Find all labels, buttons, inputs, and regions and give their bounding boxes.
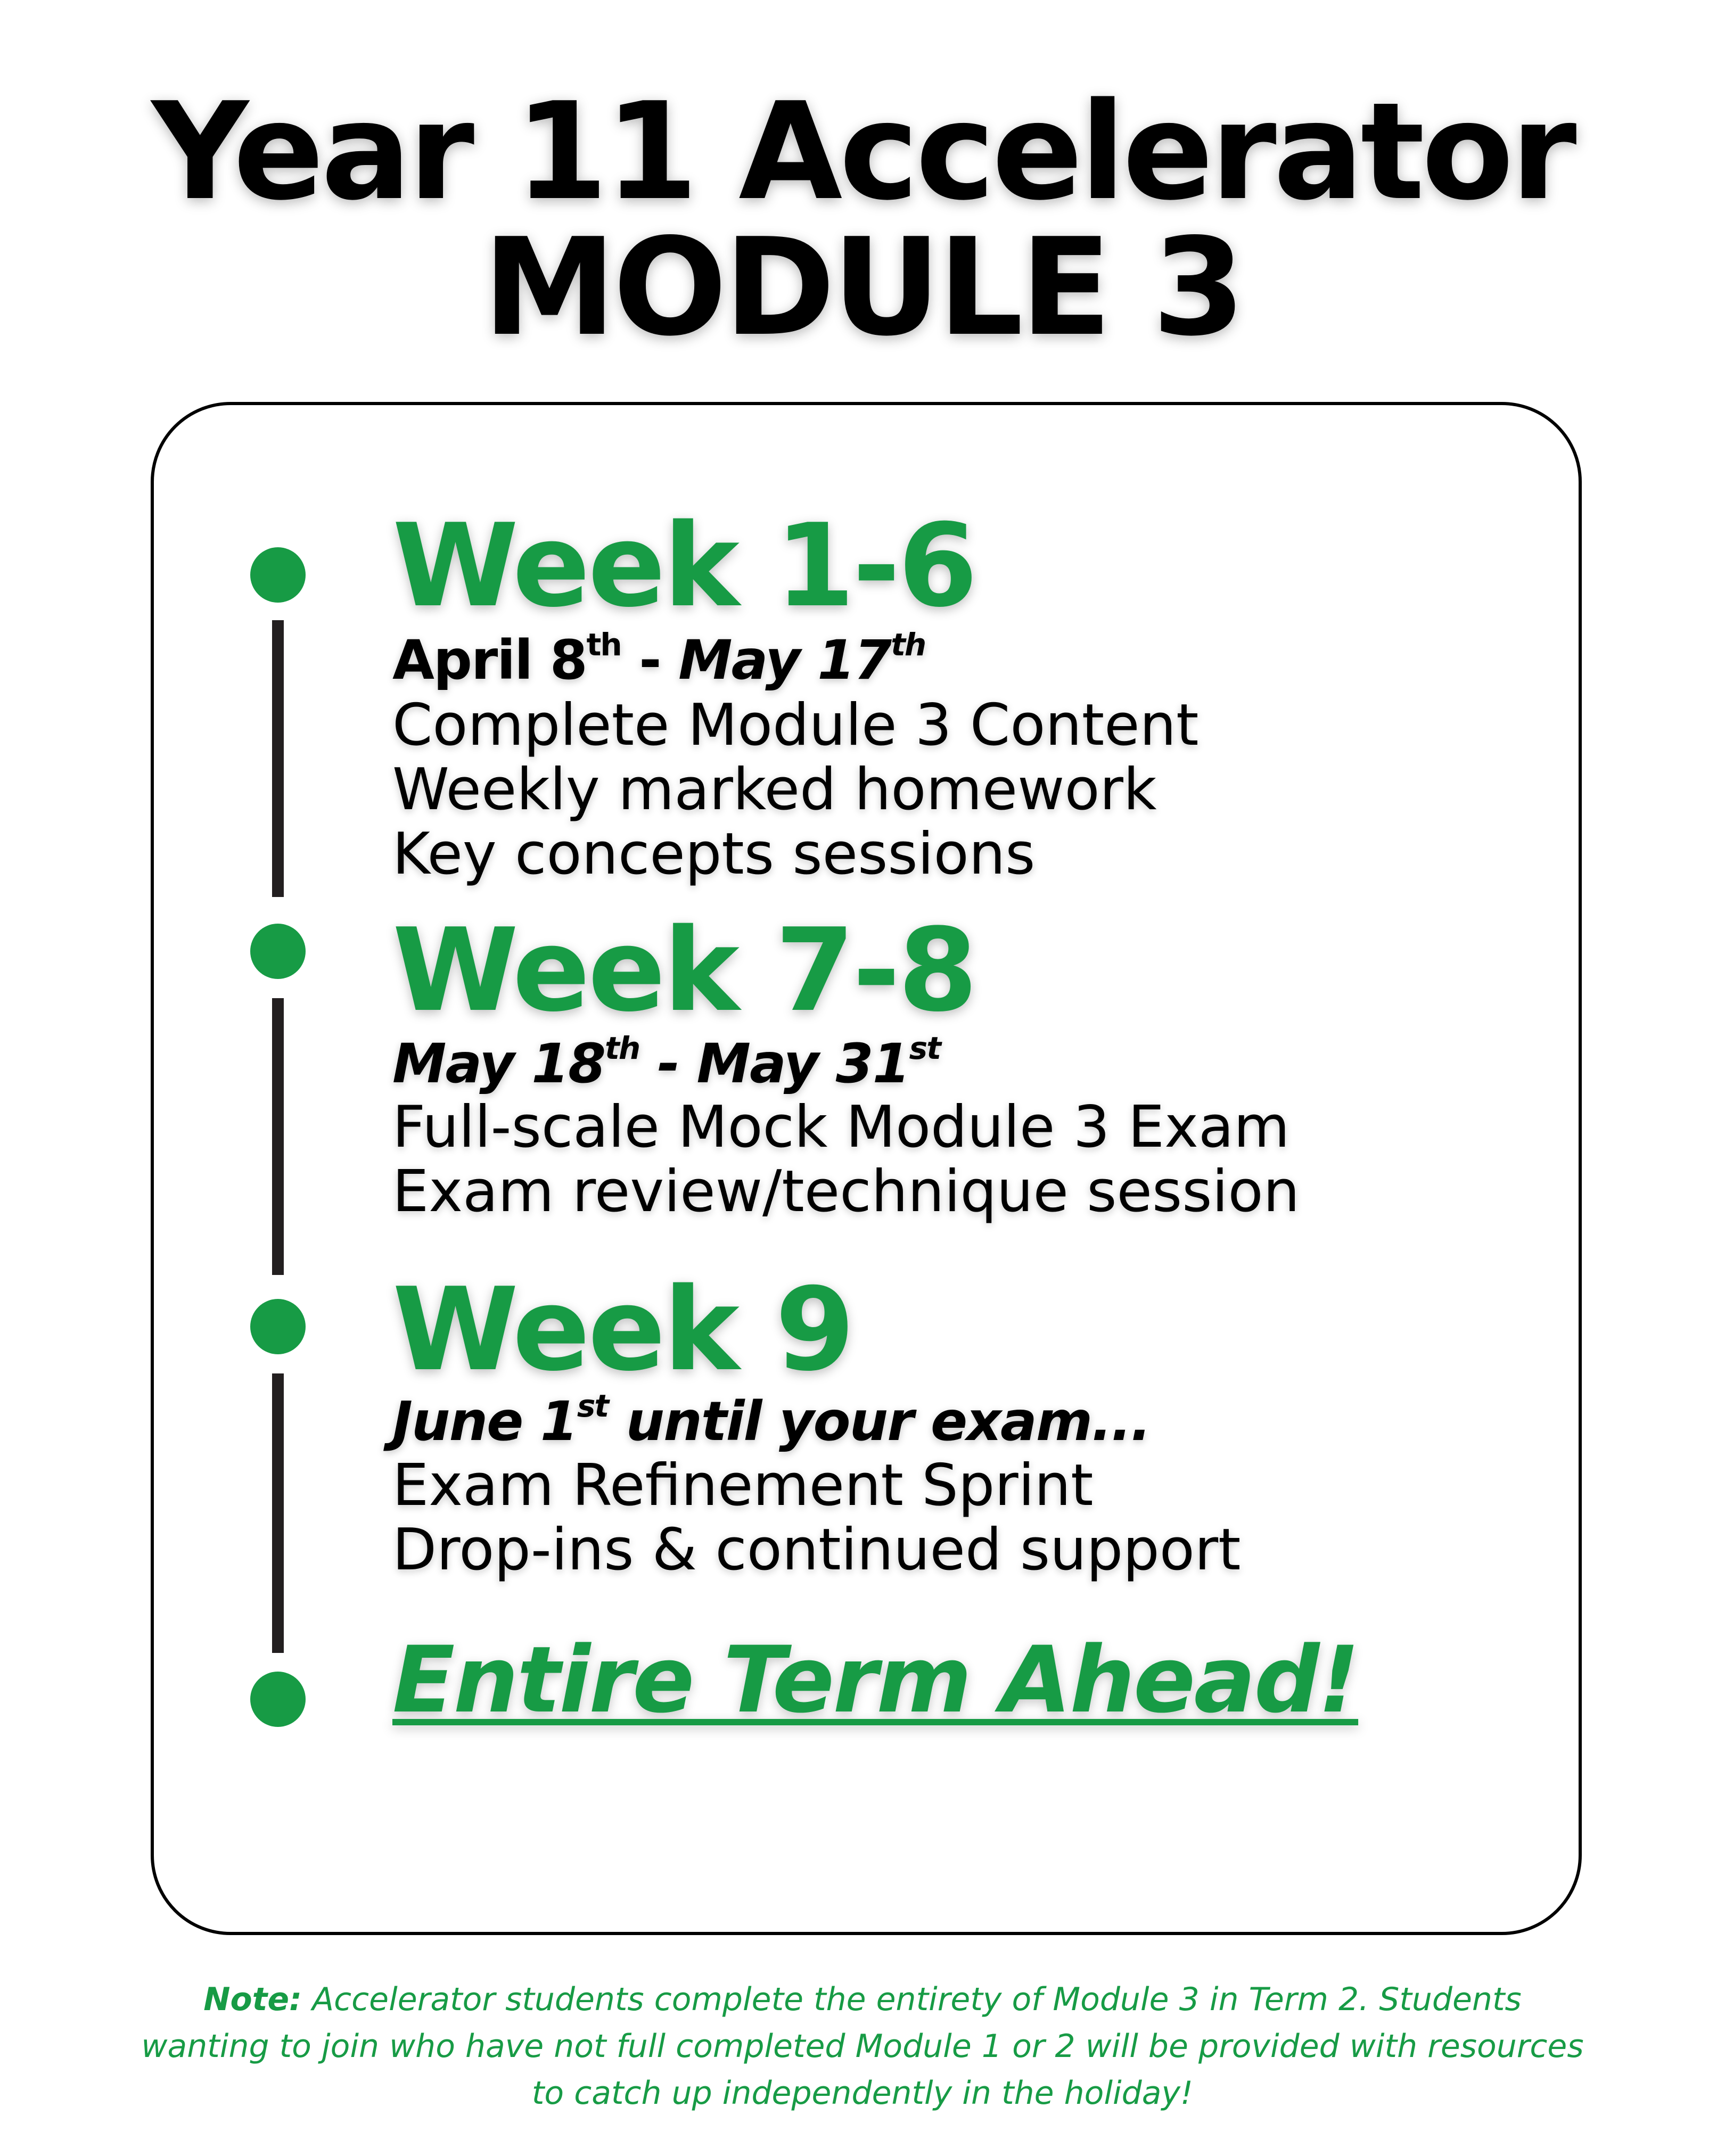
- week-1-6-heading: Week 1-6: [392, 499, 976, 632]
- list-item: Complete Module 3 Content: [392, 692, 1199, 759]
- list-item: Key concepts sessions: [392, 821, 1036, 887]
- timeline-line-2: [272, 998, 284, 1275]
- list-item: Drop-ins & continued support: [392, 1517, 1241, 1583]
- week-7-8-items: [392, 1095, 1300, 1224]
- timeline-line-3: [272, 1373, 284, 1653]
- list-item: Exam review/technique session: [392, 1158, 1300, 1225]
- timeline-line-1: [272, 620, 284, 897]
- page-title-line2: MODULE 3: [482, 210, 1243, 366]
- entire-term-ahead-heading: Entire Term Ahead!: [392, 1626, 1359, 1733]
- page-title-line1: Year 11 Accelerator: [151, 74, 1574, 230]
- week-1-6-date-start: April 8: [392, 629, 587, 692]
- week-7-8-date-end: May 31: [696, 1032, 909, 1096]
- list-item: Weekly marked homework: [392, 756, 1157, 823]
- footer-note: [138, 1976, 1587, 2117]
- week-7-8-date-end-suffix: st: [909, 1030, 940, 1066]
- week-1-6-dates: [392, 627, 926, 692]
- week-7-8-date-separator: -: [639, 1032, 697, 1096]
- week-7-8-date-start-suffix: th: [605, 1030, 640, 1066]
- list-item: Full-scale Mock Module 3 Exam: [392, 1094, 1290, 1161]
- week-1-6-items: [392, 693, 1198, 886]
- week-1-6-date-start-suffix: th: [586, 627, 621, 663]
- week-1-6-date-separator: -: [621, 629, 679, 692]
- timeline-dot-2: [250, 924, 306, 979]
- timeline-dot-3: [250, 1299, 306, 1354]
- week-9-date-start: June 1: [392, 1390, 577, 1453]
- week-7-8-heading: Week 7-8: [392, 903, 976, 1037]
- timeline-dot-1: [250, 547, 306, 603]
- week-9-heading: Week 9: [392, 1263, 853, 1396]
- week-7-8-date-start: May 18: [392, 1032, 605, 1096]
- timeline-dot-4: [250, 1672, 306, 1727]
- list-item: Exam Refinement Sprint: [392, 1452, 1094, 1519]
- week-9-items: [392, 1453, 1241, 1582]
- week-1-6-date-end-suffix: th: [891, 627, 926, 663]
- week-9-date-start-suffix: st: [577, 1388, 609, 1424]
- week-9-dates: [392, 1388, 1151, 1453]
- note-text: Accelerator students complete the entirety of Module 3 in Term 2. Students wanting to join who have not full completed Module 1 or 2 will be provided with resources to catch up independently in the holiday!: [141, 1981, 1584, 2112]
- week-1-6-date-end: May 17: [678, 629, 891, 692]
- week-9-date-rest: until your exam...: [608, 1390, 1151, 1453]
- note-label: Note:: [203, 1981, 302, 2018]
- week-7-8-dates: [392, 1030, 940, 1096]
